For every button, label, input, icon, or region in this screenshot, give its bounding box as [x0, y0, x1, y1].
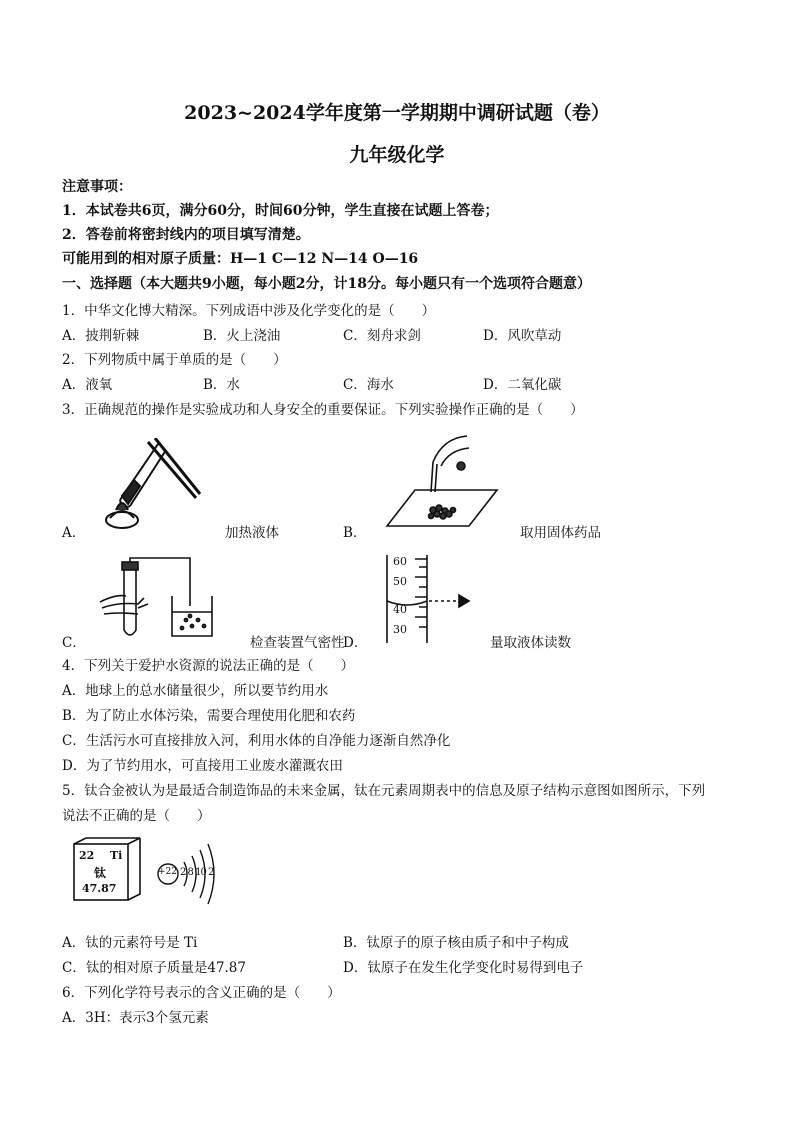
element-symbol: Ti	[110, 849, 123, 862]
q3-c-letter: C．	[62, 635, 86, 651]
q2-option-b: B．水	[203, 377, 240, 393]
q1-option-b: B．火上浇油	[203, 328, 281, 344]
q3-d-caption: 量取液体读数	[490, 635, 571, 651]
exam-title: 2023~2024学年度第一学期期中调研试题（卷）	[184, 102, 610, 124]
atom-nucleus: +22	[158, 867, 177, 877]
q4-option-b: B．为了防止水体污染，需要合理使用化肥和农药	[62, 708, 356, 724]
q3-stem: 3．正确规范的操作是实验成功和人身安全的重要保证。下列实验操作正确的是（ ）	[62, 402, 584, 418]
q1-option-a: A．披荆斩棘	[62, 328, 140, 344]
element-name: 钛	[94, 866, 107, 880]
q3-a-letter: A．	[62, 525, 86, 541]
airtightness-figure	[98, 556, 222, 642]
q2-option-c: C．海水	[343, 377, 394, 393]
q3-a-caption: 加热液体	[225, 525, 279, 541]
q3-d-letter: D．	[343, 635, 368, 651]
atom-structure-diagram	[154, 838, 224, 908]
q4-option-c: C．生活污水可直接排放入河，利用水体的自净能力逐渐自然净化	[62, 733, 451, 749]
q3-b-letter: B．	[343, 525, 367, 541]
q4-stem: 4．下列关于爱护水资源的说法正确的是（ ）	[62, 658, 355, 674]
q5-stem-line1: 5．钛合金被认为是最适合制造饰品的未来金属，钛在元素周期表中的信息及原子结构示意图如图所示，下列	[62, 783, 706, 799]
cylinder-tick-60: 60	[393, 555, 407, 568]
atom-electron-shells: 2 8 10 2	[180, 867, 214, 878]
graduated-cylinder-figure	[385, 555, 475, 645]
q5-option-b: B．钛原子的原子核由质子和中子构成	[343, 935, 569, 951]
element-mass: 47.87	[82, 882, 117, 895]
cylinder-tick-30: 30	[393, 623, 407, 636]
cylinder-tick-50: 50	[393, 575, 407, 588]
q1-option-c: C．刻舟求剑	[343, 328, 421, 344]
q1-option-d: D．风吹草动	[483, 328, 562, 344]
atomic-mass-line: 可能用到的相对原子质量：H—1 C—12 N—14 O—16	[62, 251, 419, 267]
q2-option-a: A．液氧	[62, 377, 113, 393]
q5-stem-line2: 说法不正确的是（ ）	[62, 808, 211, 824]
q5-option-a: A．钛的元素符号是 Ti	[62, 935, 198, 951]
q5-option-d: D．钛原子在发生化学变化时易得到电子	[343, 960, 584, 976]
note-item-2: 2．答卷前将密封线内的项目填写清楚。	[62, 227, 310, 243]
heating-liquid-figure	[100, 438, 210, 534]
element-atomic-number: 22	[79, 849, 95, 862]
element-cell	[72, 836, 144, 902]
q1-stem: 1．中华文化博大精深。下列成语中涉及化学变化的是（ ）	[62, 303, 436, 319]
q4-option-a: A．地球上的总水储量很少，所以要节约用水	[62, 683, 329, 699]
q3-c-caption: 检查装置气密性	[250, 635, 345, 651]
note-item-1: 1．本试卷共6页，满分60分，时间60分钟，学生直接在试题上答卷；	[62, 203, 499, 219]
solid-reagent-figure	[383, 432, 501, 532]
q6-option-a: A．3H：表示3个氢元素	[62, 1010, 209, 1026]
q2-stem: 2．下列物质中属于单质的是（ ）	[62, 352, 287, 368]
q6-stem: 6．下列化学符号表示的含义正确的是（ ）	[62, 985, 341, 1001]
q4-option-d: D．为了节约用水，可直接用工业废水灌溉农田	[62, 758, 343, 774]
cylinder-tick-40: 40	[393, 603, 407, 616]
q5-option-c: C．钛的相对原子质量是47.87	[62, 960, 246, 976]
notes-heading: 注意事项：	[62, 179, 132, 195]
exam-subtitle: 九年级化学	[349, 144, 445, 166]
section-heading: 一、选择题（本大题共9小题，每小题2分，计18分。每小题只有一个选项符合题意）	[62, 276, 591, 292]
q3-b-caption: 取用固体药品	[520, 525, 601, 541]
q2-option-d: D．二氧化碳	[483, 377, 562, 393]
